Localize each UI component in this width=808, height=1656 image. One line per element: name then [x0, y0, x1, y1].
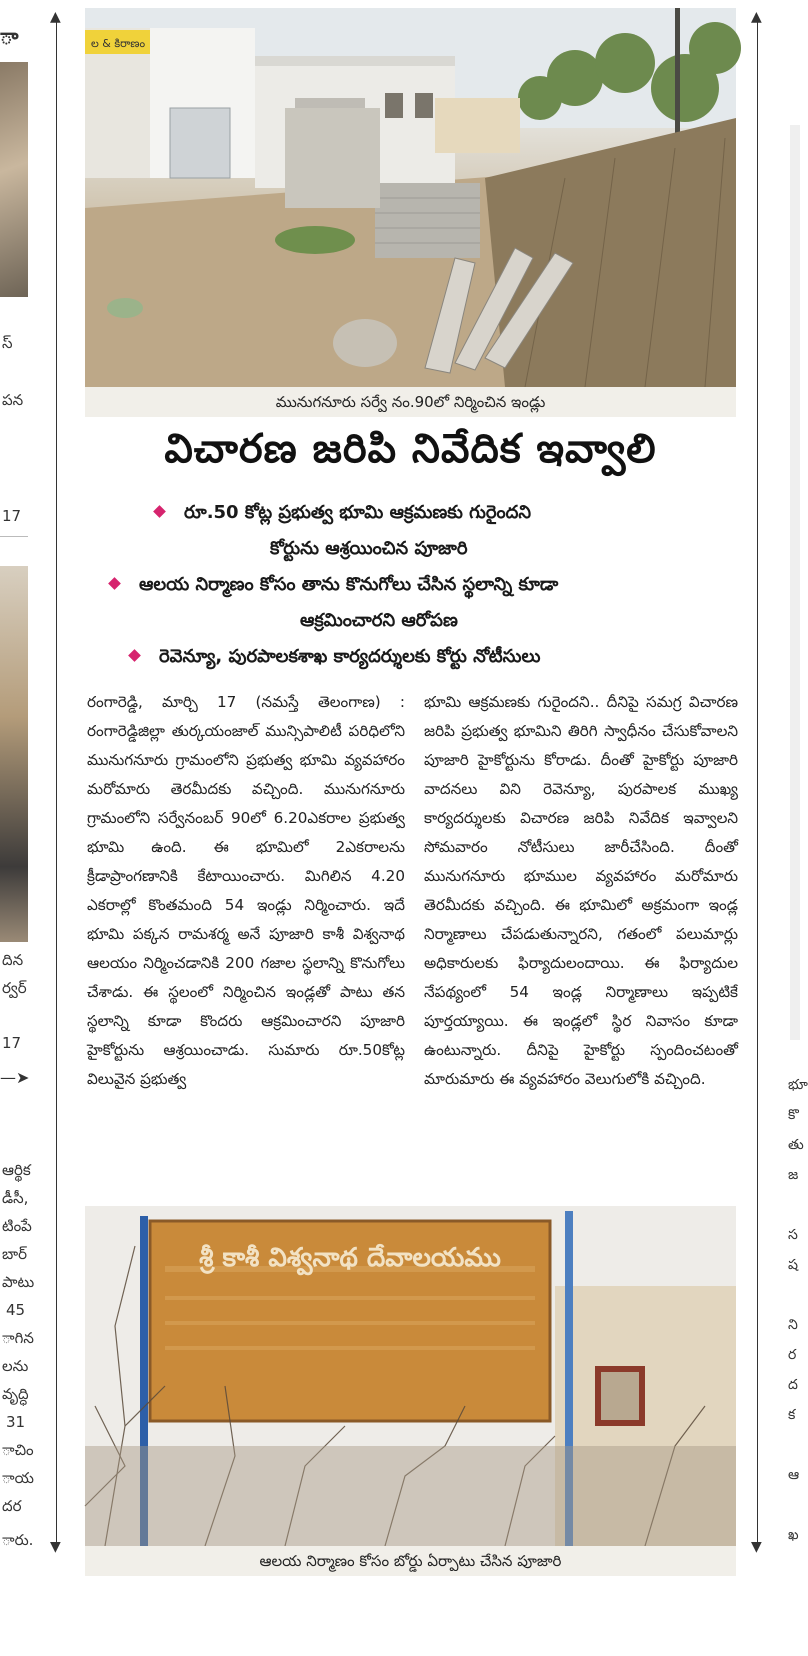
houses-photo [85, 8, 736, 387]
left-fragment: ారు. [2, 1531, 34, 1549]
left-arrow-icon: —➤ [0, 1068, 30, 1087]
board-title-text: శ్రీ కాశీ విశ్వనాథ దేవాలయము [199, 1243, 501, 1273]
left-fragment: ర్వర్ [2, 979, 27, 997]
left-fragment: దిన [2, 951, 24, 969]
left-fragment: దర [2, 1497, 22, 1515]
bullet-1-line1: రూ.50 కోట్ల ప్రభుత్వ భూమి ఆక్రమణకు గురైందని [184, 502, 532, 523]
top-photo-caption: మునుగనూరు సర్వే నం.90లో నిర్మించిన ఇండ్లు [85, 387, 736, 417]
article-column-1 [87, 688, 405, 1198]
article-column-2 [424, 688, 738, 1198]
right-fragment: ర [788, 1347, 797, 1363]
left-fragment: 17 [2, 1034, 22, 1052]
right-fragment: కొ [788, 1107, 799, 1123]
left-fragment: లను [2, 1357, 29, 1375]
left-fragment: స్ [2, 334, 13, 352]
headline: విచారణ జరిపి నివేదిక ఇవ్వాలి [164, 426, 657, 472]
up-arrow-icon: ▲ [50, 9, 61, 25]
temple-board-scene [85, 1206, 736, 1546]
down-arrow-icon: ▼ [751, 1539, 762, 1555]
article-column-2-text: భూమి ఆక్రమణకు గురైందని.. దీనిపై సమగ్ర విచారణ జరిపి ప్రభుత్వ భూమిని తిరిగి స్వాధీనం చేసుకోవాలని పూజారి హైకోర్టును కోరాడు. దీంతో హైకోర్టు పూజారి వాదనలు విని రెవెన్యూ, పురపాలక ముఖ్య కార్యదర్శులకు విచారణ జరిపి నివేదిక ఇవ్వాలని సోమవారం నోటీసులు జారీచేసింది. దీంతో మునుగనూరు భూముల వ్యవహారం మరోమారు తెరమీదకు వచ్చింది. ఈ భూమిలో అక్రమంగా ఇండ్ల నిర్మాణాలు చేపడుతున్నారని, గతంలో పలుమార్లు అధికారులకు ఫిర్యాదులందాయి. ఈ ఫిర్యాదుల నేపథ్యంలో 54 ఇండ్ల నిర్మాణాలు ఇప్పటికే పూర్తయ్యాయి. ఈ ఇండ్లలో స్థిర నివాసం కూడా ఉంటున్నారు. దీనిపై హైకోర్టు స్పందించటంతో మారుమారు ఈ వ్యవహారం వెలుగులోకి వచ్చింది. [424, 693, 738, 1088]
bullet-1-cont: కోర్టును ఆశ్రయించిన పూజారి [270, 538, 468, 559]
left-divider [0, 536, 28, 537]
right-fragment: తు [788, 1137, 804, 1153]
bullet-3 [130, 644, 540, 670]
right-fragment: భూ [788, 1077, 808, 1093]
bullet-1 [155, 500, 531, 526]
left-photo-fragment [0, 566, 28, 942]
left-fragment: వృద్ధి [2, 1385, 29, 1403]
left-fragment: టింపే [2, 1217, 32, 1235]
bullet-2-cont: ఆక్రమించారని ఆరోపణ [300, 610, 458, 631]
right-fragment: ష [788, 1257, 798, 1273]
up-arrow-icon: ▲ [751, 9, 762, 25]
left-fragment: ఆర్థిక [2, 1161, 31, 1179]
left-photo-fragment [0, 62, 28, 297]
bullet-diamond-icon [153, 505, 166, 518]
right-fragment: ఖ [788, 1527, 799, 1543]
left-fragment: బార్ [2, 1245, 27, 1263]
left-fragment: ా [0, 25, 19, 50]
left-fragment: 45 [6, 1301, 26, 1319]
bullet-2 [110, 572, 558, 598]
left-fragment: ాగిన [2, 1329, 34, 1347]
left-fragment: 31 [6, 1413, 26, 1431]
bullet-2-line1: ఆలయ నిర్మాణం కోసం తాను కొనుగోలు చేసిన స్థలాన్ని కూడా [139, 574, 559, 595]
left-fragment: ాచిం [2, 1441, 34, 1459]
left-column-rule [56, 22, 57, 1542]
temple-board-photo [85, 1206, 736, 1546]
left-fragment: పన [2, 391, 24, 409]
article-column-1-text: రంగారెడ్డి, మార్చి 17 (నమస్తే తెలంగాణ) : రంగారెడ్డిజిల్లా తుర్కయంజాల్ మున్సిపాలిటీ పరిధిలోని మునుగనూరు గ్రామంలోని ప్రభుత్వ భూమి వ్యవహారం మరోమారు తెరమీదకు వచ్చింది. మునుగనూరు గ్రామంలోని సర్వేనంబర్ 90లో 6.20ఎకరాల ప్రభుత్వ భూమి ఉంది. ఈ భూమిలో 2ఎకరాలను క్రీడాప్రాంగణానికి కేటాయించారు. మిగిలిన 4.20 ఎకరాల్లో కొంతమంది 54 ఇండ్లు నిర్మించారు. ఇదే భూమి పక్కన రామశర్మ అనే పూజారి కాశీ విశ్వనాథ ఆలయం నిర్మించడానికి 200 గజాల స్థలాన్ని కొనుగోలు చేశాడు. ఈ స్థలంలో నిర్మించిన ఇండ్లతో పాటు తన స్థలాన్ని కూడా కొందరు ఆక్రమించారని పూజారి హైకోర్టును ఆశ్రయించాడు. సుమారు రూ.50కోట్ల విలువైన ప్రభుత్వ [87, 693, 405, 1088]
right-fragment: స [788, 1227, 798, 1243]
right-fragment: క [788, 1407, 796, 1423]
left-fragment: ాయ [2, 1469, 34, 1487]
left-fragment: 17 [2, 507, 22, 525]
right-column-rule [757, 22, 758, 1542]
bullet-diamond-icon [108, 577, 121, 590]
right-fragment: ని [788, 1317, 798, 1333]
right-fragment: ద [788, 1377, 798, 1393]
down-arrow-icon: ▼ [50, 1539, 61, 1555]
shop-sign-text: ల & కిరాణం [91, 37, 146, 50]
right-photo-fragment [790, 125, 800, 1040]
right-fragment: ఆ [788, 1467, 800, 1483]
bullet-3-line1: రెవెన్యూ, పురపాలకశాఖ కార్యదర్శులకు కోర్టు నోటీసులు [159, 646, 541, 667]
bottom-photo-caption: ఆలయ నిర్మాణం కోసం బోర్డు ఏర్పాటు చేసిన పూజారి [85, 1546, 736, 1576]
right-fragment: జ [788, 1167, 799, 1183]
bullet-diamond-icon [128, 649, 141, 662]
left-fragment: డీసీ, [2, 1189, 29, 1207]
left-fragment: పాటు [2, 1273, 35, 1291]
houses-scene [85, 8, 736, 387]
